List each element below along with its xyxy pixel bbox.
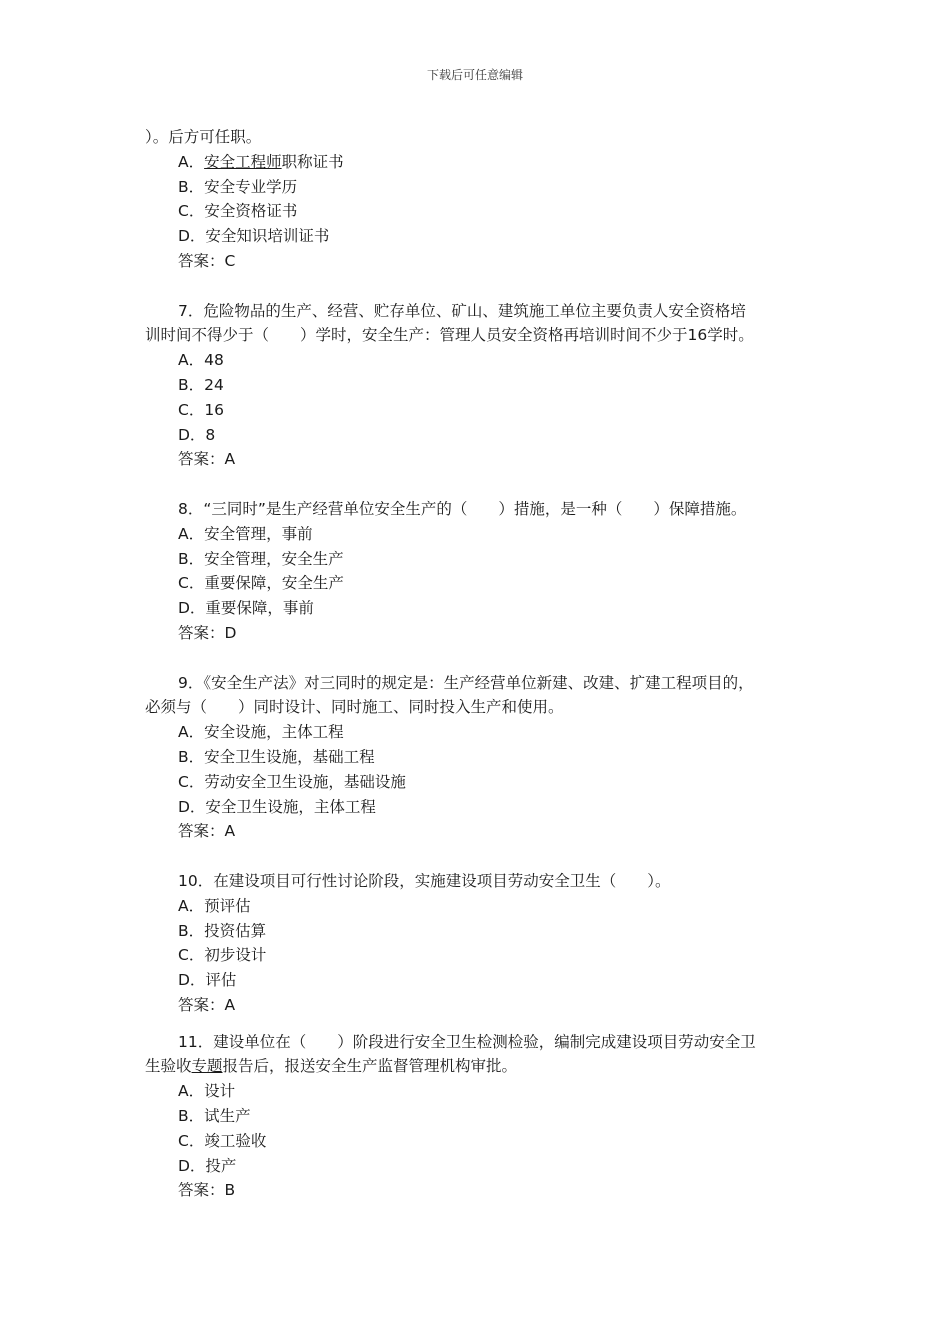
question-7 [145,299,810,473]
question-9-option-c: C．劳动安全卫生设施，基础设施 [178,772,406,791]
document-body [145,125,810,1203]
question-7-option-a: A．48 [178,351,224,370]
question-7-answer: 答案：A [178,450,236,469]
question-6-option-d: D．安全知识培训证书 [178,227,330,246]
question-11-option-d: D．投产 [178,1156,237,1175]
question-8-option-b: B．安全管理，安全生产 [178,549,344,568]
spacer [145,844,810,869]
question-6-option-a [145,150,810,175]
question-7-option-d: D．8 [178,425,216,444]
question-6 [145,125,810,274]
question-9 [145,671,810,845]
question-6-option-a-rest: 职称证书 [281,152,344,171]
question-10-answer: 答案：A [178,995,236,1014]
question-11-stem-line-2-rest: 报告后，报送安全生产监督管理机构审批。 [222,1057,518,1076]
question-10-stem: 10．在建设项目可行性讨论阶段，实施建设项目劳动安全卫生（ ）。 [178,871,671,890]
question-11-answer: 答案：B [178,1181,236,1200]
question-6-option-a-prefix: A． [178,152,205,171]
question-8-answer: 答案：D [178,623,237,642]
question-6-option-a-underlined: 安全工程师 [204,152,282,171]
question-11 [145,1030,810,1204]
question-9-option-d: D．安全卫生设施，主体工程 [178,797,376,816]
question-6-option-b: B．安全专业学历 [178,177,298,196]
question-9-option-b: B．安全卫生设施，基础工程 [178,747,375,766]
question-11-stem-line-1: 11．建设单位在（ ）阶段进行安全卫生检测检验，编制完成建设项目劳动安全卫 [178,1032,756,1051]
spacer [145,472,810,497]
question-11-option-b: B．试生产 [178,1107,251,1126]
question-9-stem-line-1: 9．《安全生产法》对三同时的规定是：生产经营单位新建、改建、扩建工程项目的， [178,673,754,692]
question-8-stem: 8．“三同时”是生产经营单位安全生产的（ ）措施，是一种（ ）保障措施。 [178,499,747,518]
question-9-answer: 答案：A [178,822,236,841]
question-10-option-c: C．初步设计 [178,946,267,965]
question-8-option-c: C．重要保障，安全生产 [178,574,344,593]
spacer [145,646,810,671]
question-9-option-a: A．安全设施，主体工程 [178,723,344,742]
question-10-option-b: B．投资估算 [178,921,267,940]
question-10-option-a: A．预评估 [178,896,251,915]
question-6-option-c: C．安全资格证书 [178,202,298,221]
question-11-option-c: C．竣工验收 [178,1131,267,1150]
question-7-stem-line-1: 7．危险物品的生产、经营、贮存单位、矿山、建筑施工单位主要负责人安全资格培 [178,301,746,320]
question-9-stem-line-2: 必须与（ ）同时设计、同时施工、同时投入生产和使用。 [145,698,564,717]
spacer [145,1018,810,1030]
question-10 [145,869,810,1018]
question-11-stem-line-2 [145,1054,810,1079]
question-11-stem-line-2-underlined: 专题 [191,1057,223,1076]
spacer [145,274,810,299]
question-10-option-d: D．评估 [178,971,237,990]
question-11-option-a: A．设计 [178,1082,236,1101]
question-7-stem-line-2: 训时间不得少于（ ）学时，安全生产：管理人员安全资格再培训时间不少于16学时。 [145,326,754,345]
question-8 [145,497,810,646]
question-8-option-a: A．安全管理，事前 [178,524,313,543]
page-header: 下载后可任意编辑 [426,68,523,82]
question-6-tail: ）。后方可任职。 [145,128,262,146]
question-8-option-d: D．重要保障，事前 [178,599,314,618]
question-7-option-c: C．16 [178,400,225,419]
question-11-stem-line-2-prefix: 生验收 [145,1057,192,1076]
question-6-answer: 答案：C [178,251,236,270]
question-7-option-b: B．24 [178,375,224,394]
